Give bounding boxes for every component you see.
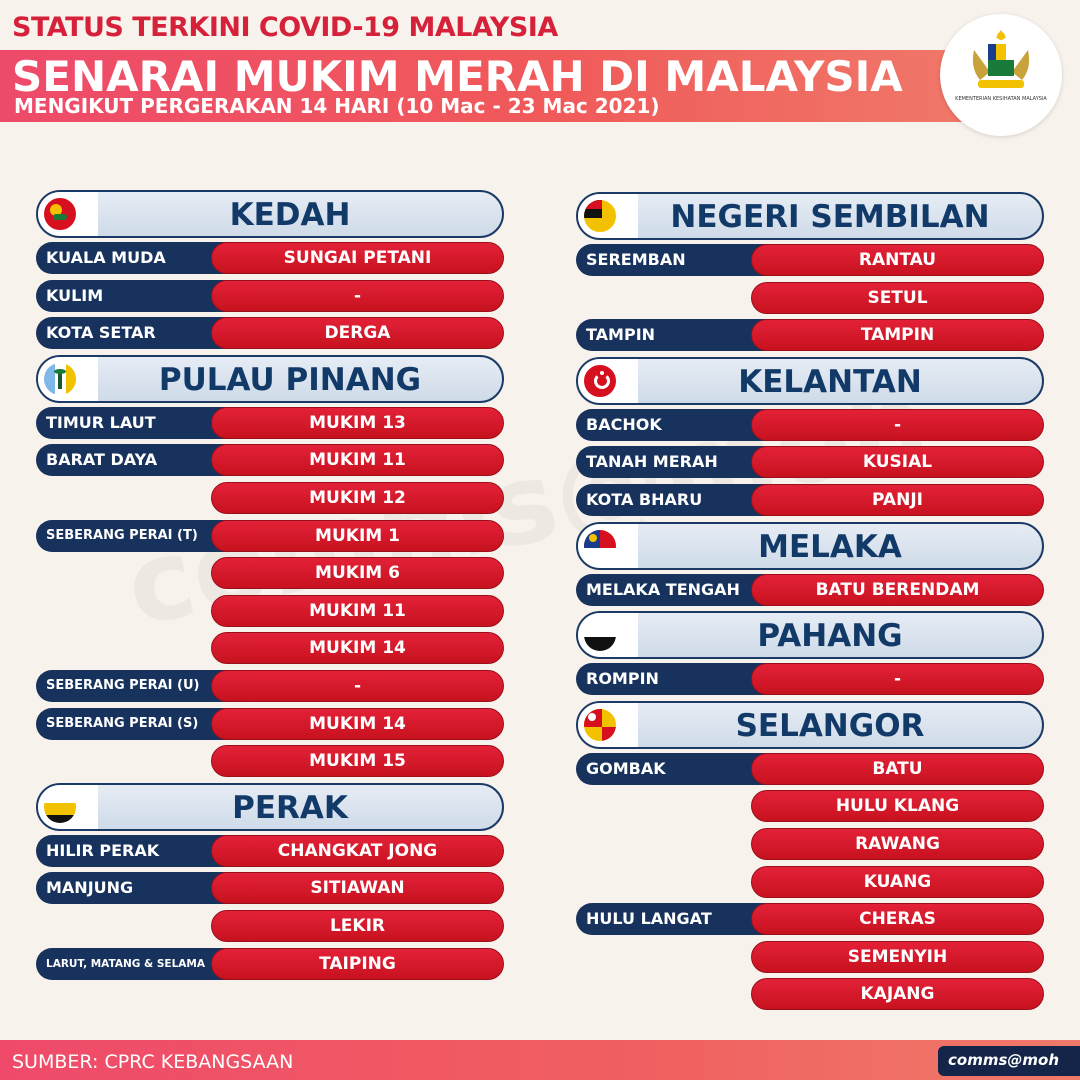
mukim-bar: [211, 482, 504, 514]
state-name: NEGERI SEMBILAN: [670, 199, 990, 235]
district-label: KULIM: [46, 285, 104, 305]
mukim-bar: [211, 910, 504, 942]
perak-flag-icon: [42, 789, 78, 825]
mukim-bar: [751, 941, 1044, 973]
table-row: [576, 753, 1044, 785]
mukim-bar: [751, 282, 1044, 314]
mukim-bar: [211, 595, 504, 627]
district-label: HULU LANGAT: [586, 909, 712, 929]
mukim-bar: [211, 407, 504, 439]
table-row: [36, 708, 504, 740]
mukim-bar: [751, 753, 1044, 785]
state-block-kedah: [36, 190, 504, 349]
table-row: [576, 484, 1044, 516]
mukim-bar: [751, 484, 1044, 516]
state-name: SELANGOR: [735, 707, 925, 744]
mukim-label: BATU BERENDAM: [815, 579, 980, 600]
state-header: [576, 357, 1044, 405]
mukim-bar: [211, 632, 504, 664]
district-label: SEBERANG PERAI (S): [46, 715, 199, 731]
mukim-label: -: [893, 669, 902, 690]
table-row: [576, 828, 1044, 860]
mukim-label: KAJANG: [860, 984, 935, 1005]
mukim-label: MUKIM 14: [309, 713, 406, 734]
mukim-bar: [211, 280, 504, 312]
table-row: [576, 941, 1044, 973]
table-row: [36, 745, 504, 777]
district-label: TIMUR LAUT: [46, 412, 156, 432]
mukim-label: CHERAS: [859, 909, 936, 930]
table-row: [576, 409, 1044, 441]
state-block-selangor: [576, 701, 1044, 1011]
selangor-flag-icon: [582, 707, 618, 743]
table-row: [36, 835, 504, 867]
table-row: [36, 242, 504, 274]
mukim-label: RANTAU: [858, 250, 937, 270]
state-block-kelantan: [576, 357, 1044, 516]
mukim-label: MUKIM 12: [309, 487, 406, 508]
mukim-bar: [211, 872, 504, 904]
district-label: SEBERANG PERAI (T): [46, 527, 198, 543]
table-row: [36, 595, 504, 627]
mukim-bar: [211, 520, 504, 552]
mukim-label: SUNGAI PETANI: [283, 248, 432, 268]
state-header: [36, 190, 504, 238]
mukim-bar: [211, 557, 504, 589]
mukim-bar: [751, 446, 1044, 478]
mukim-label: MUKIM 11: [309, 600, 406, 621]
mukim-bar: [751, 319, 1044, 351]
table-row: [576, 663, 1044, 695]
penang-flag-icon: [42, 361, 78, 397]
mukim-label: MUKIM 6: [315, 563, 400, 584]
district-label: LARUT, MATANG & SELAMA: [46, 957, 205, 970]
left-column: [36, 190, 504, 985]
subtitle: MENGIKUT PERGERAKAN 14 HARI (10 Mac - 23 Mac 2021): [14, 94, 660, 118]
mukim-label: BATU: [872, 758, 923, 779]
state-header: [576, 522, 1044, 570]
state-name: KELANTAN: [738, 363, 922, 400]
mukim-bar: [751, 978, 1044, 1010]
main-title: SENARAI MUKIM MERAH DI MALAYSIA: [12, 52, 903, 101]
table-row: [36, 317, 504, 349]
state-header: [36, 355, 504, 403]
table-row: [576, 446, 1044, 478]
mukim-label: HULU KLANG: [835, 796, 960, 817]
right-column: [576, 192, 1044, 1016]
district-label: BACHOK: [586, 414, 662, 434]
mukim-label: KUSIAL: [862, 452, 933, 473]
district-label: BARAT DAYA: [46, 450, 158, 470]
district-label: HILIR PERAK: [46, 840, 160, 860]
table-row: [576, 244, 1044, 276]
district-label: TAMPIN: [586, 325, 656, 345]
table-row: [36, 557, 504, 589]
mukim-bar: [211, 948, 504, 980]
mukim-label: TAIPING: [319, 953, 396, 974]
district-label: MANJUNG: [46, 878, 134, 898]
district-label: SEBERANG PERAI (U): [46, 677, 200, 693]
table-row: [576, 574, 1044, 606]
mukim-bar: [211, 745, 504, 777]
mukim-bar: [751, 663, 1044, 695]
brand-label: comms@moh: [948, 1051, 1059, 1069]
mukim-label: MUKIM 13: [309, 412, 406, 433]
mukim-label: MUKIM 11: [309, 450, 406, 471]
state-header: [576, 701, 1044, 749]
table-row: [36, 444, 504, 476]
table-row: [36, 407, 504, 439]
table-row: [576, 978, 1044, 1010]
state-block-pahang: [576, 611, 1044, 695]
table-row: [36, 482, 504, 514]
mukim-label: SEMENYIH: [847, 946, 948, 967]
table-row: [36, 632, 504, 664]
district-label: TANAH MERAH: [586, 452, 718, 472]
mukim-bar: [751, 903, 1044, 935]
table-row: [576, 903, 1044, 935]
melaka-flag-icon: [582, 528, 618, 564]
mukim-bar: [751, 244, 1044, 276]
state-name: KEDAH: [229, 197, 351, 233]
source-text: SUMBER: CPRC KEBANGSAAN: [12, 1051, 294, 1073]
district-label: KOTA BHARU: [586, 489, 703, 509]
state-name: PAHANG: [757, 618, 903, 655]
mukim-label: KUANG: [863, 871, 932, 892]
state-block-melaka: [576, 522, 1044, 606]
state-name: PERAK: [232, 789, 348, 826]
state-header: [576, 192, 1044, 240]
mukim-bar: [211, 708, 504, 740]
mukim-label: -: [353, 675, 362, 696]
mukim-label: PANJI: [872, 489, 923, 510]
state-block-pulau-pinang: [36, 355, 504, 777]
mukim-label: LEKIR: [329, 915, 386, 936]
state-name: PULAU PINANG: [158, 361, 422, 398]
table-row: [576, 866, 1044, 898]
mukim-label: DERGA: [324, 323, 391, 344]
table-row: [36, 948, 504, 980]
mukim-label: RAWANG: [855, 833, 940, 854]
table-row: [36, 670, 504, 702]
mukim-label: SITIAWAN: [310, 878, 405, 899]
mukim-bar: [211, 670, 504, 702]
district-label: ROMPIN: [586, 669, 659, 689]
district-label: SEREMBAN: [586, 250, 686, 269]
district-label: GOMBAK: [586, 758, 666, 778]
ministry-crest-logo: [940, 14, 1062, 136]
mukim-label: -: [893, 414, 902, 435]
mukim-bar: [751, 790, 1044, 822]
mukim-label: CHANGKAT JONG: [277, 840, 438, 861]
mukim-bar: [211, 835, 504, 867]
table-row: [576, 282, 1044, 314]
mukim-label: MUKIM 14: [309, 638, 406, 659]
mukim-bar: [751, 866, 1044, 898]
mukim-bar: [211, 444, 504, 476]
mukim-label: MUKIM 15: [309, 751, 406, 772]
table-row: [576, 790, 1044, 822]
mukim-bar: [751, 828, 1044, 860]
district-label: KUALA MUDA: [46, 248, 166, 267]
kelantan-flag-icon: [582, 363, 618, 399]
mukim-bar: [211, 317, 504, 349]
mukim-bar: [751, 574, 1044, 606]
mukim-label: TAMPIN: [860, 325, 935, 346]
table-row: [36, 872, 504, 904]
coat-of-arms-icon: [966, 28, 1036, 94]
mukim-label: SETUL: [867, 287, 928, 308]
top-title: STATUS TERKINI COVID-19 MALAYSIA: [12, 12, 558, 43]
crest-caption: KEMENTERIAN KESIHATAN MALAYSIA: [955, 96, 1047, 102]
table-row: [36, 280, 504, 312]
pahang-flag-icon: [582, 617, 618, 653]
state-header: [576, 611, 1044, 659]
state-header: [36, 783, 504, 831]
table-row: [576, 319, 1044, 351]
brand-badge: [938, 1046, 1080, 1076]
state-name: MELAKA: [758, 528, 902, 565]
kedah-flag-icon: [42, 196, 78, 232]
table-row: [36, 520, 504, 552]
mukim-bar: [751, 409, 1044, 441]
mukim-label: -: [353, 285, 362, 306]
district-label: MELAKA TENGAH: [586, 579, 740, 599]
negeri-sembilan-flag-icon: [582, 198, 618, 234]
district-label: KOTA SETAR: [46, 323, 156, 343]
mukim-bar: [211, 242, 504, 274]
table-row: [36, 910, 504, 942]
state-block-perak: [36, 783, 504, 980]
state-block-negeri-sembilan: [576, 192, 1044, 351]
mukim-label: MUKIM 1: [315, 525, 400, 546]
